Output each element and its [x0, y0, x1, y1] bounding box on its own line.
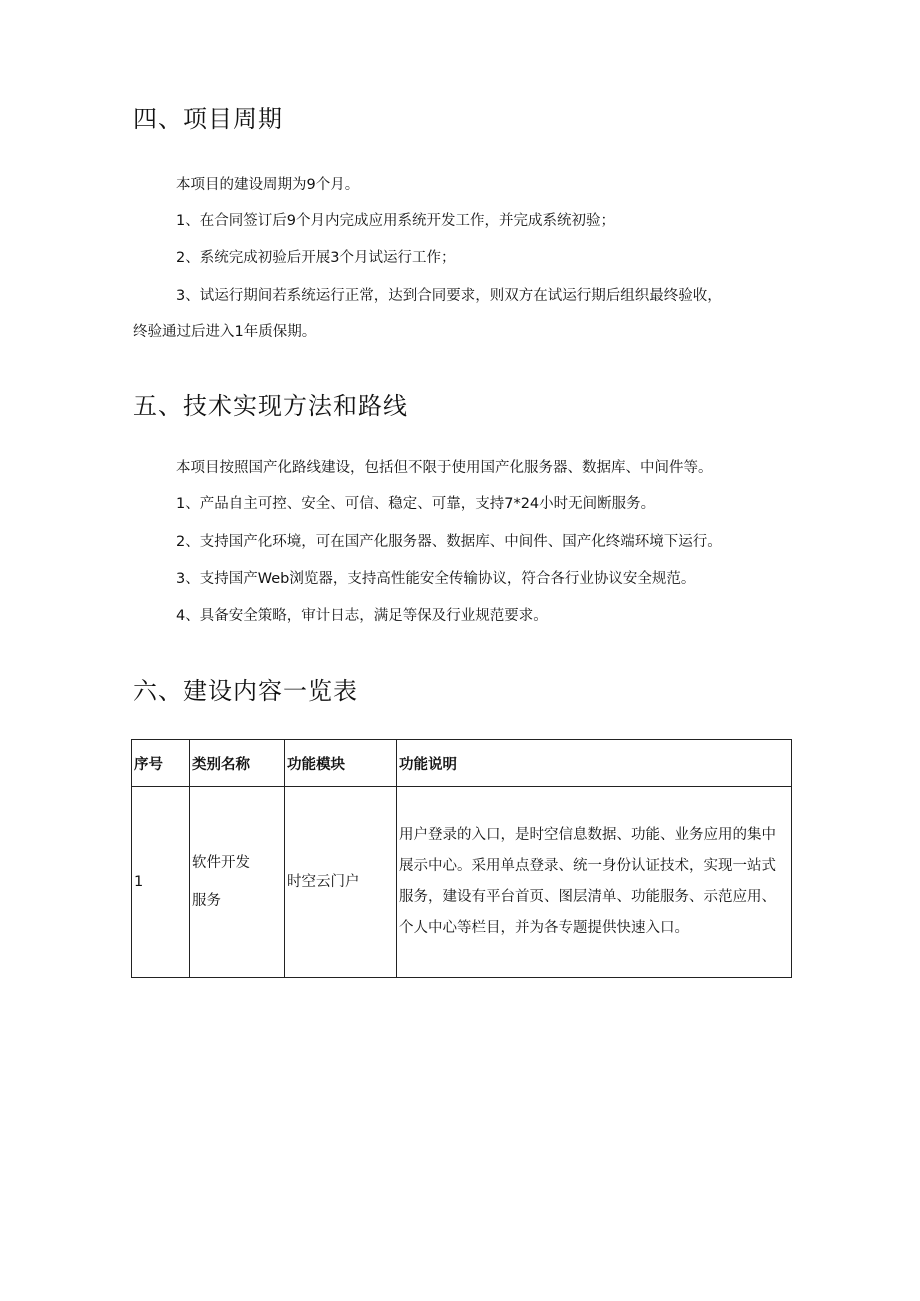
paragraph: 本项目按照国产化路线建设，包括但不限于使用国产化服务器、数据库、中间件等。 — [176, 460, 713, 476]
paragraph: 3、试运行期间若系统运行正常，达到合同要求，则双方在试运行期后组织最终验收， — [176, 288, 722, 304]
paragraph: 1、在合同签订后9个月内完成应用系统开发工作，并完成系统初验； — [176, 213, 615, 229]
cell-description: 用户登录的入口，是时空信息数据、功能、业务应用的集中展示中心。采用单点登录、统一身份认证技术，实现一站式服务，建设有平台首页、图层清单、功能服务、示范应用、个人中心等栏目，并为各专题提供快速入口。 — [397, 787, 792, 978]
section-heading-technical-route: 五、技术实现方法和路线 — [133, 392, 408, 420]
construction-content-table — [131, 739, 792, 978]
paragraph: 3、支持国产Web浏览器，支持高性能安全传输协议，符合各行业协议安全规范。 — [176, 571, 696, 587]
paragraph: 2、支持国产化环境，可在国产化服务器、数据库、中间件、国产化终端环境下运行。 — [176, 534, 722, 550]
column-header-number: 序号 — [132, 740, 190, 787]
section-heading-content-overview: 六、建设内容一览表 — [133, 677, 358, 705]
paragraph: 本项目的建设周期为9个月。 — [176, 177, 360, 193]
table-row — [132, 787, 792, 978]
column-header-description: 功能说明 — [397, 740, 792, 787]
column-header-category: 类别名称 — [190, 740, 285, 787]
paragraph: 2、系统完成初验后开展3个月试运行工作； — [176, 250, 456, 266]
cell-number: 1 — [132, 787, 190, 978]
section-heading-project-cycle: 四、项目周期 — [133, 105, 283, 133]
cell-module: 时空云门户 — [285, 787, 397, 978]
paragraph: 1、产品自主可控、安全、可信、稳定、可靠，支持7*24小时无间断服务。 — [176, 496, 656, 512]
paragraph: 4、具备安全策略，审计日志，满足等保及行业规范要求。 — [176, 608, 548, 624]
cell-category: 软件开发服务 — [190, 787, 285, 978]
table-header-row — [132, 740, 792, 787]
column-header-module: 功能模块 — [285, 740, 397, 787]
paragraph: 终验通过后进入1年质保期。 — [133, 324, 317, 340]
